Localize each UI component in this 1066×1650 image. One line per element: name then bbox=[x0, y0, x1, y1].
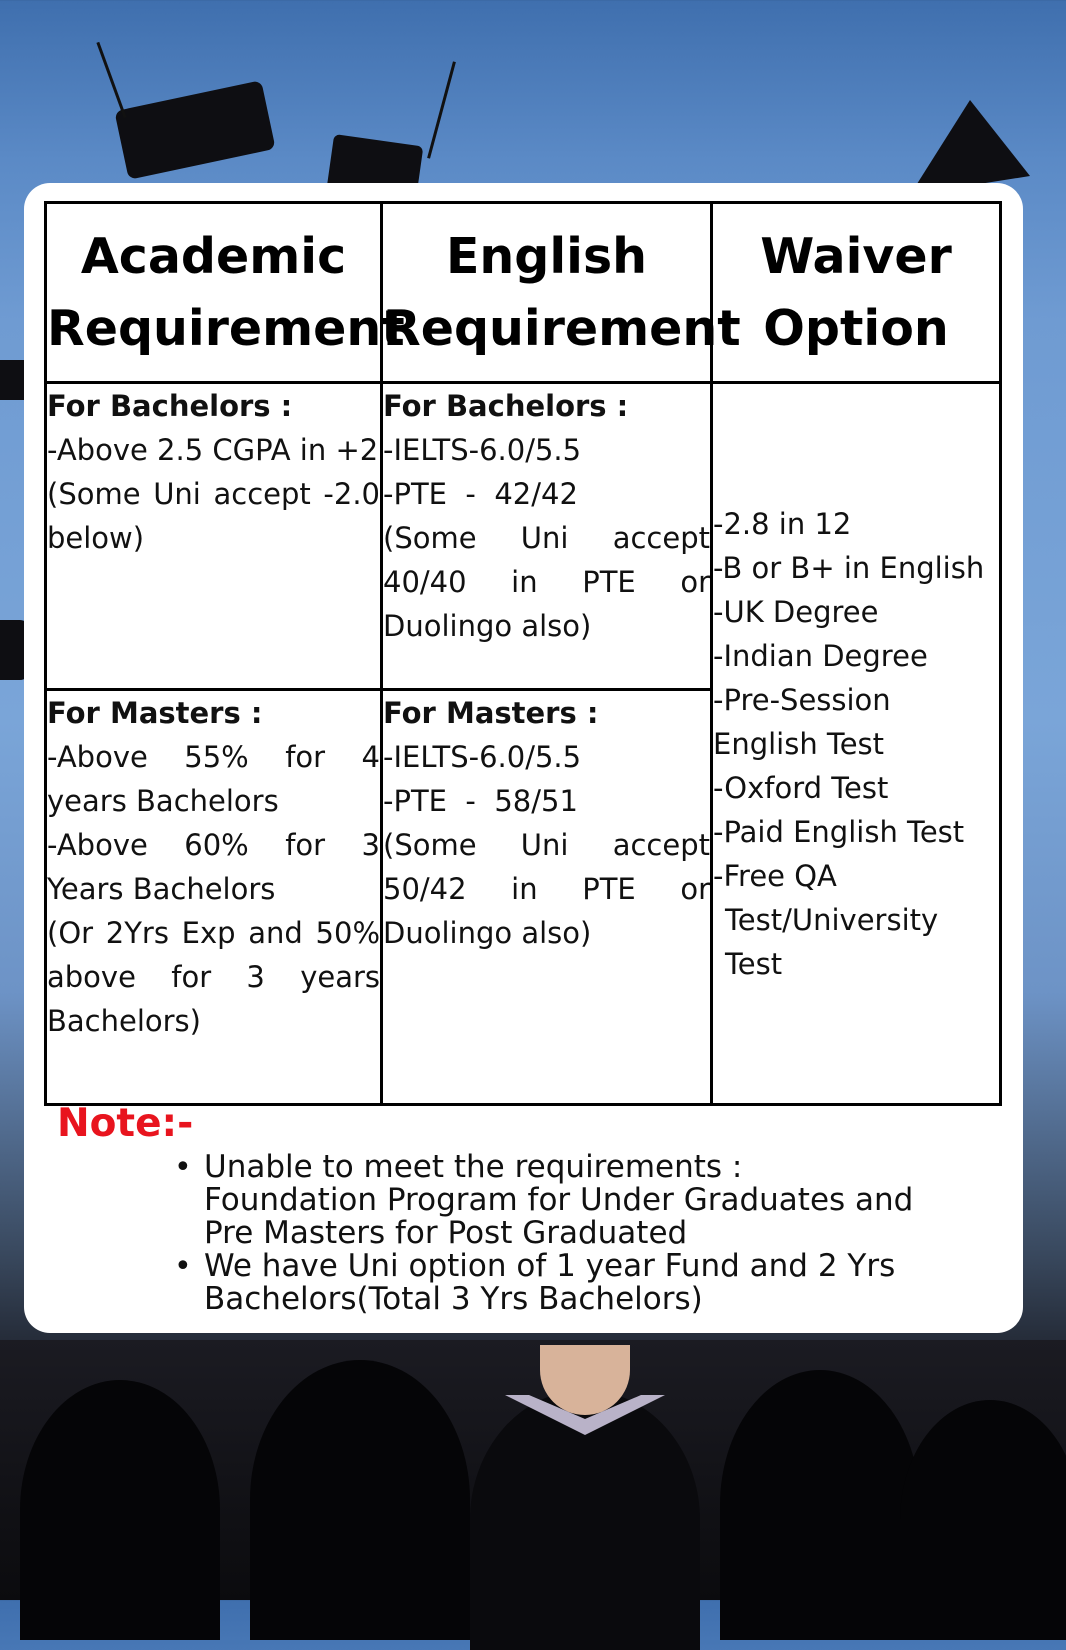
note-list bbox=[174, 1151, 994, 1316]
cell-line: -Above 55% for 4 years Bachelors bbox=[47, 739, 380, 818]
note-line: Foundation Program for Under Graduates and bbox=[204, 1182, 914, 1218]
table-row-bachelors bbox=[46, 383, 1001, 690]
graduate-gown-silhouette bbox=[250, 1360, 470, 1640]
header-academic: Academic Requirement bbox=[46, 203, 382, 383]
waiver-list bbox=[713, 502, 999, 986]
note-line: Pre Masters for Post Graduated bbox=[204, 1215, 688, 1251]
note-line: We have Uni option of 1 year Fund and 2 Yrs bbox=[204, 1248, 896, 1284]
graduate-gown-silhouette bbox=[900, 1400, 1066, 1640]
cell-heading: For Bachelors : bbox=[47, 389, 293, 424]
cell-heading: For Bachelors : bbox=[383, 389, 629, 424]
note-title: Note:- bbox=[57, 1101, 194, 1146]
list-item bbox=[174, 1250, 994, 1316]
graduation-cap-silhouette bbox=[910, 100, 1030, 195]
academic-bachelors-cell bbox=[46, 383, 382, 690]
cell-line: (Some Uni accept 40/40 in PTE or Duolingo also) bbox=[383, 521, 710, 644]
list-item: -2.8 in 12 bbox=[713, 506, 852, 541]
tassel-decoration bbox=[427, 61, 456, 158]
graduation-cap-silhouette bbox=[114, 80, 275, 180]
cell-heading: For Masters : bbox=[383, 695, 599, 730]
tassel-decoration bbox=[96, 42, 126, 118]
bullet-icon: • bbox=[174, 1150, 192, 1185]
list-item: -Free QA bbox=[713, 858, 837, 893]
list-item: -B or B+ in English bbox=[713, 550, 985, 585]
cell-line: -IELTS-6.0/5.5 bbox=[383, 739, 582, 774]
list-item: Test/University bbox=[725, 902, 939, 937]
note-line: Bachelors(Total 3 Yrs Bachelors) bbox=[204, 1281, 703, 1317]
cell-line: -Above 2.5 CGPA in +2 bbox=[47, 433, 379, 468]
header-english: English Requirement bbox=[382, 203, 712, 383]
note-line: Unable to meet the requirements : bbox=[204, 1149, 743, 1185]
cell-line: -IELTS-6.0/5.5 bbox=[383, 433, 582, 468]
cell-line: -PTE - 58/51 bbox=[383, 783, 578, 818]
academic-masters-cell bbox=[46, 689, 382, 1104]
list-item: -Pre-Session bbox=[713, 682, 891, 717]
cell-line: (Or 2Yrs Exp and 50% above for 3 years Bachelors) bbox=[47, 915, 380, 1038]
english-bachelors-cell bbox=[382, 383, 712, 690]
list-item bbox=[174, 1151, 994, 1250]
cell-line: (Some Uni accept 50/42 in PTE or Duolingo also) bbox=[383, 827, 710, 950]
list-item: English Test bbox=[713, 726, 885, 761]
graduate-gown-silhouette bbox=[20, 1380, 220, 1640]
requirements-table bbox=[44, 201, 1002, 1106]
list-item: -Indian Degree bbox=[713, 638, 928, 673]
header-waiver: Waiver Option bbox=[712, 203, 1001, 383]
bullet-icon: • bbox=[174, 1249, 192, 1284]
list-item: -Paid English Test bbox=[713, 814, 965, 849]
table-header-row bbox=[46, 203, 1001, 383]
list-item: -Oxford Test bbox=[713, 770, 889, 805]
english-masters-cell bbox=[382, 689, 712, 1104]
requirements-card bbox=[24, 183, 1023, 1333]
cell-line: -PTE - 42/42 bbox=[383, 477, 578, 512]
cell-line: -Above 60% for 3 Years Bachelors bbox=[47, 827, 380, 906]
list-item: Test bbox=[725, 946, 783, 981]
cell-heading: For Masters : bbox=[47, 695, 263, 730]
list-item: -UK Degree bbox=[713, 594, 879, 629]
waiver-option-cell bbox=[712, 383, 1001, 1105]
cell-line: (Some Uni accept -2.0 below) bbox=[47, 477, 380, 556]
